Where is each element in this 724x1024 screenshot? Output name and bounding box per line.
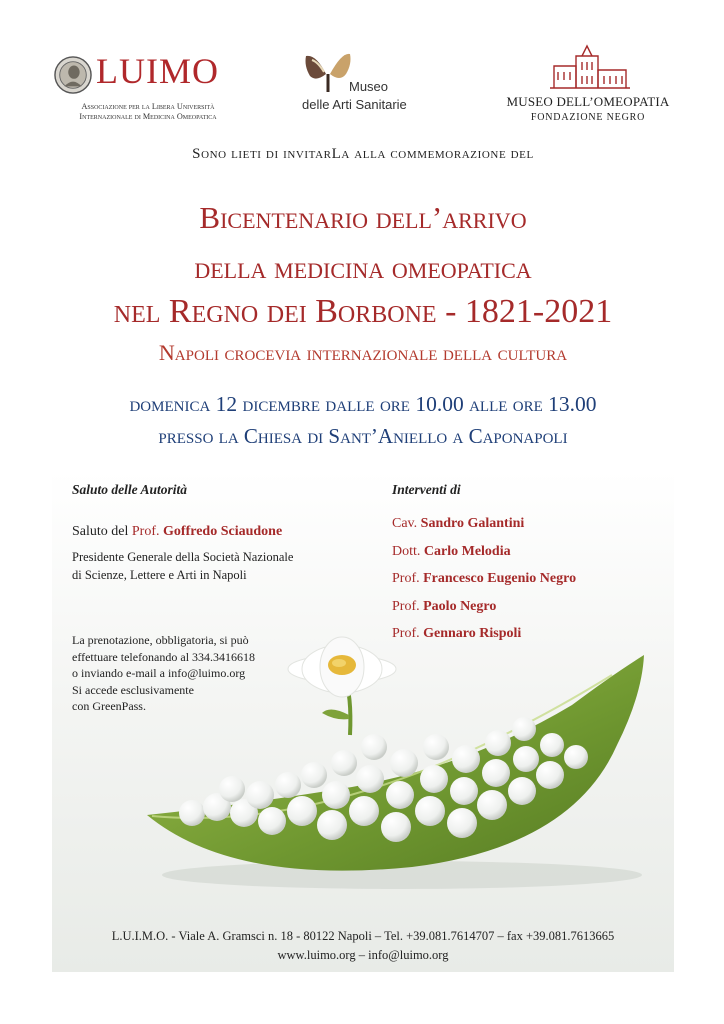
speaker-title: Cav. [392, 516, 418, 531]
footer-web: www.luimo.org – info@luimo.org [277, 948, 449, 962]
flower-icon [288, 637, 396, 697]
booking-line-1: La prenotazione, obbligatoria, si può [72, 633, 249, 647]
invitation-page [52, 30, 674, 972]
luimo-subtitle [52, 102, 244, 122]
welcome-role-line-2: di Scienze, Lettere e Arti in Napoli [72, 568, 247, 582]
welcome-heading: Saluto delle Autorità [72, 482, 188, 497]
booking-line-4: Si accede esclusivamente [72, 682, 194, 697]
speaker-title: Prof. [392, 598, 420, 614]
booking-info [72, 632, 302, 715]
speaker-name: Paolo Negro [423, 598, 497, 614]
building-icon [546, 44, 634, 92]
title-line-2: della medicina omeopatica [194, 250, 532, 285]
list-item [392, 510, 672, 538]
booking-line-5: con GreenPass. [72, 699, 146, 713]
welcome-role [72, 548, 342, 584]
museo-arti-line-2: delle Arti Sanitarie [302, 97, 407, 112]
booking-line-3: o inviando e-mail a info@luimo.org [72, 666, 246, 680]
welcome-prefix: Saluto del [72, 524, 129, 539]
title-line-3: nel Regno dei Borbone - 1821-2021 [113, 293, 613, 330]
speaker-name: Gennaro Rispoli [423, 626, 522, 641]
museo-arti-logo [302, 52, 452, 122]
museo-arti-line-1: Museo [349, 79, 389, 94]
museo-omeopatia-line-2: FONDAZIONE NEGRO [530, 112, 646, 123]
list-item [392, 593, 672, 621]
speaker-title: Prof. [392, 571, 420, 586]
butterfly-icon [302, 52, 354, 96]
footer-address: L.U.I.M.O. - Viale A. Gramsci n. 18 - 80122 Napoli – Tel. +39.081.7614707 – fax +39.081.7613665 [111, 929, 615, 943]
luimo-subtitle-line-1: Associazione per la Libera Università [81, 102, 215, 111]
booking-line-2: effettuare telefonando al 334.3416618 [72, 649, 256, 664]
event-place: presso la Chiesa di Sant’Aniello a Caponapoli [158, 424, 568, 448]
invitation-text: Sono lieti di invitarLa alla commemorazione del [192, 146, 534, 162]
list-item [392, 565, 672, 593]
welcome-role-line-1: Presidente Generale della Società Nazionale [72, 550, 294, 564]
title-line-1: Bicentenario dell’arrivo [199, 200, 527, 235]
luimo-subtitle-line-2: Internazionale di Medicina Omeopatica [79, 112, 217, 121]
talks-heading: Interventi di [392, 482, 461, 497]
museo-omeopatia-line-1: MUSEO DELL’OMEOPATIA [506, 94, 670, 109]
welcome-name: Goffredo Sciaudone [163, 524, 283, 539]
welcome-speaker [72, 524, 282, 540]
speaker-title: Prof. [392, 626, 420, 641]
speaker-title: Dott. [392, 543, 421, 559]
luimo-name: LUIMO [96, 51, 219, 91]
speaker-name: Carlo Melodia [423, 543, 511, 559]
portrait-seal-icon [54, 56, 92, 94]
welcome-title: Prof. [131, 524, 160, 539]
title-line-4: Napoli crocevia internazionale della cultura [158, 340, 568, 365]
museo-omeopatia-logo [502, 44, 674, 134]
luimo-logo [52, 51, 242, 124]
speakers-list [392, 510, 672, 648]
speaker-name: Sandro Galantini [420, 516, 525, 531]
event-date: domenica 12 dicembre dalle ore 10.00 alle ore 13.00 [129, 392, 597, 416]
list-item [392, 538, 672, 566]
speaker-name: Francesco Eugenio Negro [423, 571, 577, 586]
